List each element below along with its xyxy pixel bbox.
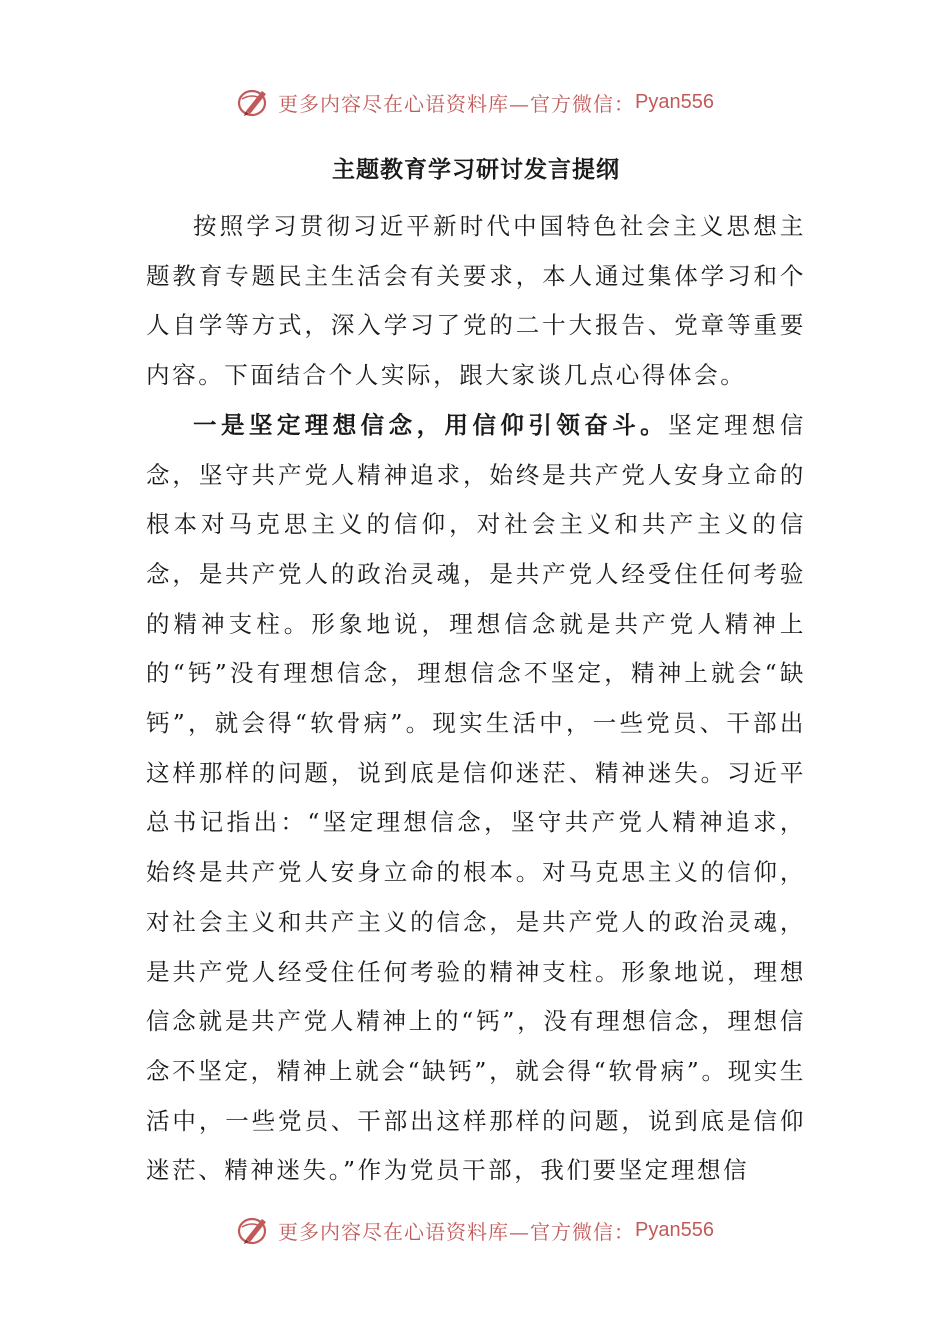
paragraph-text: 按照学习贯彻习近平新时代中国特色社会主义思想主题教育专题民主生活会有关要求，本人通过集体学习和个人自学等方式，深入学习了党的二十大报告、党章等重要内容。下面结合个人实际，跟大家谈几点心得体会。 <box>146 212 806 390</box>
pen-logo-icon <box>236 85 272 119</box>
watermark-text: 更多内容尽在心语资料库—官方微信： <box>278 91 636 116</box>
paragraph-intro <box>146 202 806 401</box>
paragraph-text: 坚定理想信念，坚守共产党人精神追求，始终是共产党人安身立命的根本对马克思主义的信仰，对社会主义和共产主义的信念，是共产党人的政治灵魂，是共产党人经受住任何考验的精神支柱。形象地说，理想信念就是共产党人精神上的“钙”没有理想信念，理想信念不坚定，精神上就会“缺钙”，就会得“软骨病”。现实生活中，一些党员、干部出这样那样的问题，说到底是信仰迷茫、精神迷失。习近平总书记指出：“坚定理想信念，坚守共产党人精神追求，始终是共产党人安身立命的根本。对马克思主义的信仰，对社会主义和共产主义的信念，是共产党人的政治灵魂，是共产党人经受住任何考验的精神支柱。形象地说，理想信念就是共产党人精神上的“钙”，没有理想信念，理想信念不坚定，精神上就会“缺钙”，就会得“软骨病”。现实生活中，一些党员、干部出这样那样的问题，说到底是信仰迷茫、精神迷失。”作为党员干部，我们要坚定理想信 <box>146 410 806 1185</box>
paragraph-lead: 一是坚定理想信念，用信仰引领奋斗。 <box>193 410 669 439</box>
watermark-header <box>0 82 950 122</box>
document-title: 主题教育学习研讨发言提纲 <box>332 156 620 183</box>
watermark-wechat-id: Pyan556 <box>635 1218 714 1241</box>
document-body <box>146 150 806 1196</box>
watermark-wechat-id: Pyan556 <box>635 90 714 113</box>
pen-logo-icon <box>236 1213 272 1247</box>
paragraph-point-one <box>146 401 806 1196</box>
watermark-text: 更多内容尽在心语资料库—官方微信： <box>278 1219 636 1244</box>
watermark-footer <box>0 1210 950 1250</box>
